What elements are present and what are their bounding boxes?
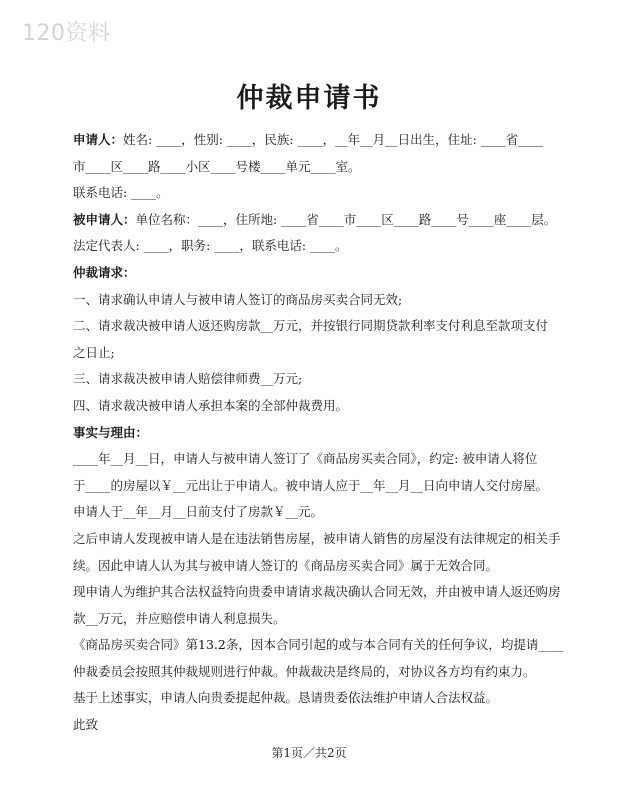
facts-line-6: 现申请人为维护其合法权益特向贵委申请请求裁决确认合同无效，并由被申请人返还购房: [73, 584, 561, 600]
legal-rep-line: 法定代表人: ____，职务: ____，联系电话: ____。: [73, 238, 348, 254]
facts-heading: 事实与理由：: [73, 424, 149, 440]
facts-line-10: 基于上述事实，申请人向贵委提起仲裁。恳请贵委依法维护申请人合法权益。: [73, 690, 499, 706]
facts-line-9: 仲裁委员会按照其仲裁规则进行仲裁。仲裁裁决是终局的，对协议各方均有约束力。: [73, 663, 536, 679]
document-body: [73, 127, 564, 739]
facts-line-1: ____年__月__日，申请人与被申请人签订了《商品房买卖合同》，约定: 被申请人将位: [73, 451, 538, 467]
claim-item-1: 一、请求确认申请人与被申请人签订的商品房买卖合同无效;: [73, 291, 403, 307]
facts-line-3: 申请人于__年__月__日前支付了房款￥__元。: [73, 504, 324, 520]
applicant-phone-line: 联系电话: ____。: [73, 185, 169, 201]
facts-line-7: 款__万元，并应赔偿申请人利息损失。: [73, 610, 286, 626]
claim-item-2-cont: 之日止;: [73, 344, 115, 360]
applicant-info: 姓名: ____，性别: ____，民族: ____，__年__月__日出生，住址: ____省____: [123, 132, 544, 147]
respondent-line: [73, 207, 557, 234]
claim-item-3: 三、请求裁决被申请人赔偿律师费__万元;: [73, 371, 303, 387]
facts-line-4: 之后申请人发现被申请人是在违法销售房屋，被申请人销售的房屋没有法律规定的相关手: [73, 530, 561, 546]
respondent-info: 单位名称：____，住所地: ____省____市____区____路____号____座____层。: [135, 211, 557, 227]
applicant-address-line: 市____区____路____小区____号楼____单元____室。: [73, 158, 361, 174]
respondent-label: 被申请人：: [73, 211, 136, 227]
claims-heading: 仲裁请求：: [73, 264, 136, 280]
applicant-line: [73, 127, 553, 154]
facts-line-5: 续。因此申请人认为其与被申请人签订的《商品房买卖合同》属于无效合同。: [73, 557, 499, 573]
claim-item-4: 四、请求裁决被申请人承担本案的全部仲裁费用。: [73, 397, 349, 413]
applicant-label: 申请人：: [73, 132, 124, 147]
facts-line-2: 于____的房屋以￥__元出让于申请人。被申请人应于__年__月__日向申请人交付房屋。: [73, 477, 549, 493]
watermark-logo: 120资料: [22, 21, 111, 46]
claim-item-2: 二、请求裁决被申请人返还购房款__万元，并按银行同期贷款利率支付利息至款项支付: [73, 318, 549, 334]
closing-line: 此致: [73, 717, 99, 733]
facts-line-8: 《商品房买卖合同》第13.2条，因本合同引起的或与本合同有关的任何争议，均提请____: [73, 637, 564, 653]
page-number: 第1页／共2页: [271, 746, 347, 760]
document-title: 仲裁申请书: [236, 83, 382, 114]
